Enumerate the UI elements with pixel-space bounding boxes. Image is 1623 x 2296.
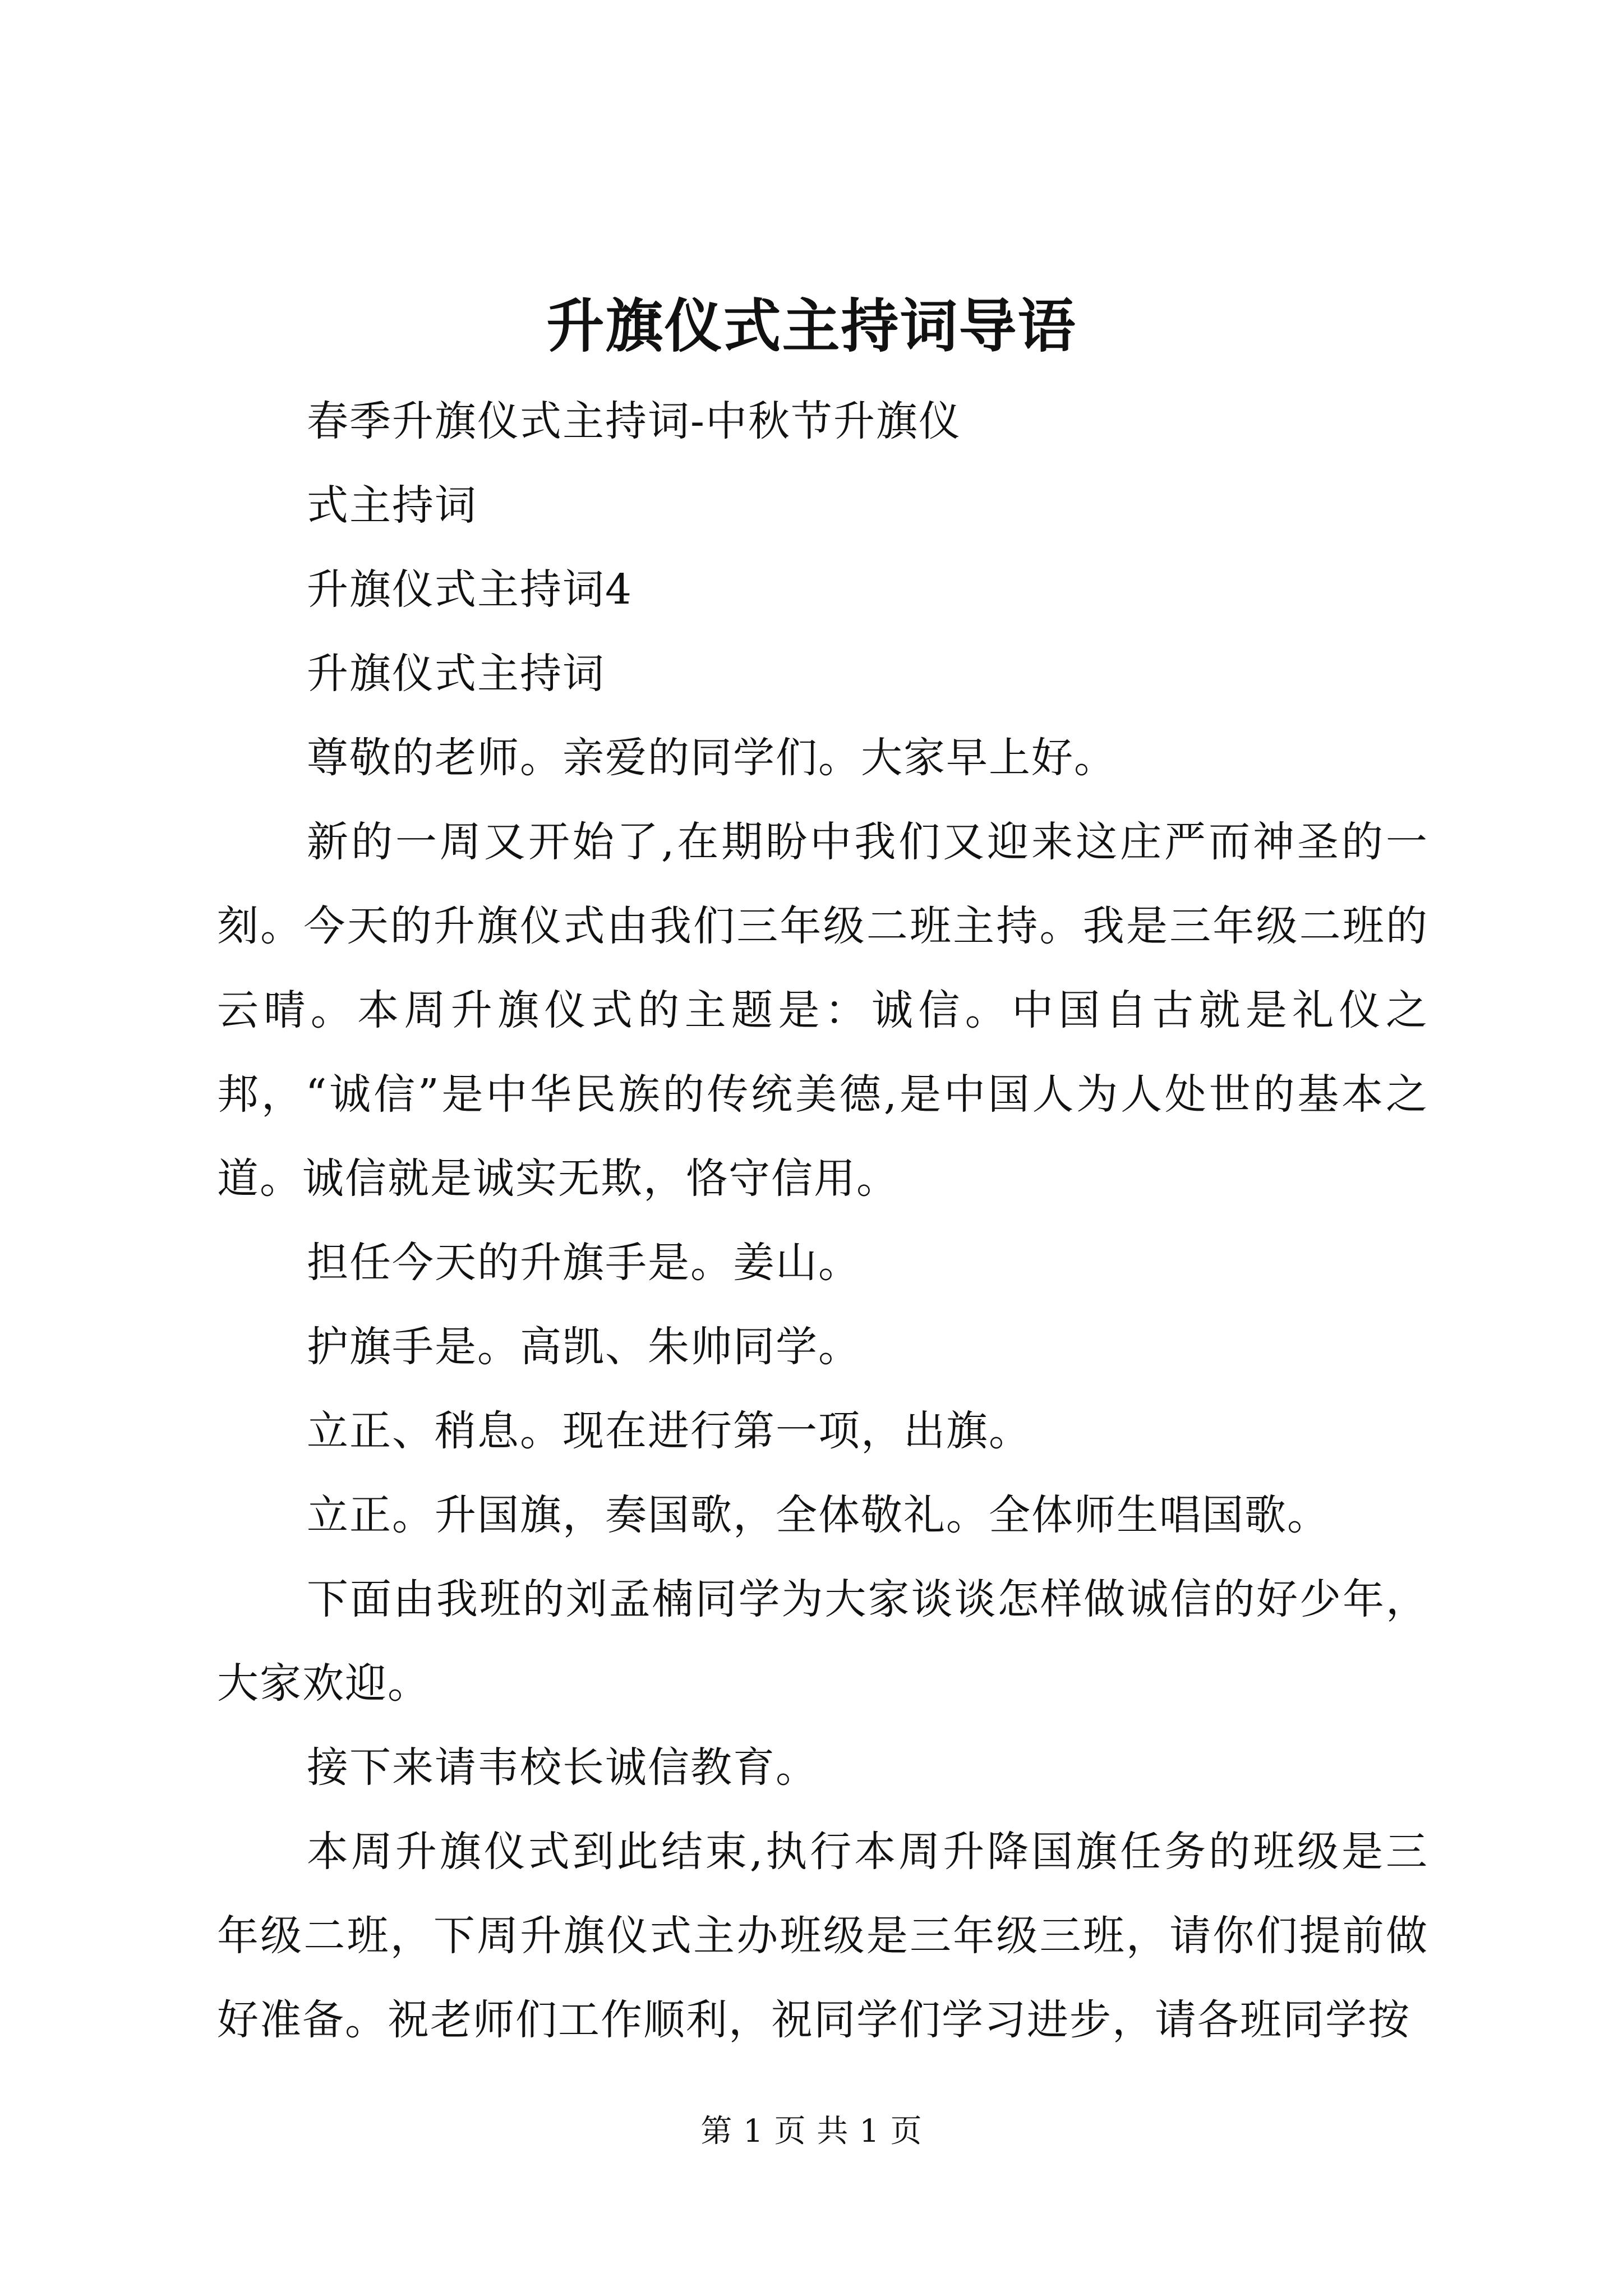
paragraph-12: 接下来请韦校长诚信教育。 <box>307 1743 818 1792</box>
page-footer: 第 1 页 共 1 页 <box>700 2113 923 2150</box>
paragraph-1: 春季升旗仪式主持词-中秋节升旗仪 <box>307 397 962 445</box>
paragraph-8: 护旗手是。高凯、朱帅同学。 <box>307 1323 861 1371</box>
paragraph-4: 升旗仪式主持词 <box>307 650 605 698</box>
paragraph-6: 新的一周又开始了,在期盼中我们又迎来这庄严而神圣的一刻。今天的升旗仪式由我们三年级二班主持。我是三年级二班的云晴。本周升旗仪式的主题是：诚信。中国自古就是礼仪之邦，“诚信”是中华民族的传统美德,是中国人为人处世的基本之道。诚信就是诚实无欺，恪守信用。 <box>217 818 1428 1203</box>
paragraph-13: 本周升旗仪式到此结束,执行本周升降国旗任务的班级是三年级二班，下周升旗仪式主办班级是三年级三班，请你们提前做好准备。祝老师们工作顺利，祝同学们学习进步，请各班同学按 <box>217 1828 1428 2044</box>
paragraph-7: 担任今天的升旗手是。姜山。 <box>307 1239 861 1287</box>
document-title: 升旗仪式主持词导语 <box>546 292 1077 360</box>
paragraph-3: 升旗仪式主持词4 <box>307 565 633 614</box>
paragraph-9: 立正、稍息。现在进行第一项，出旗。 <box>307 1407 1031 1455</box>
paragraph-10: 立正。升国旗，奏国歌，全体敬礼。全体师生唱国歌。 <box>307 1491 1330 1539</box>
paragraph-11: 下面由我班的刘孟楠同学为大家谈谈怎样做诚信的好少年，大家欢迎。 <box>217 1575 1428 1708</box>
document-body <box>217 379 1428 2062</box>
paragraph-5: 尊敬的老师。亲爱的同学们。大家早上好。 <box>307 734 1117 782</box>
paragraph-2: 式主持词 <box>307 481 477 530</box>
